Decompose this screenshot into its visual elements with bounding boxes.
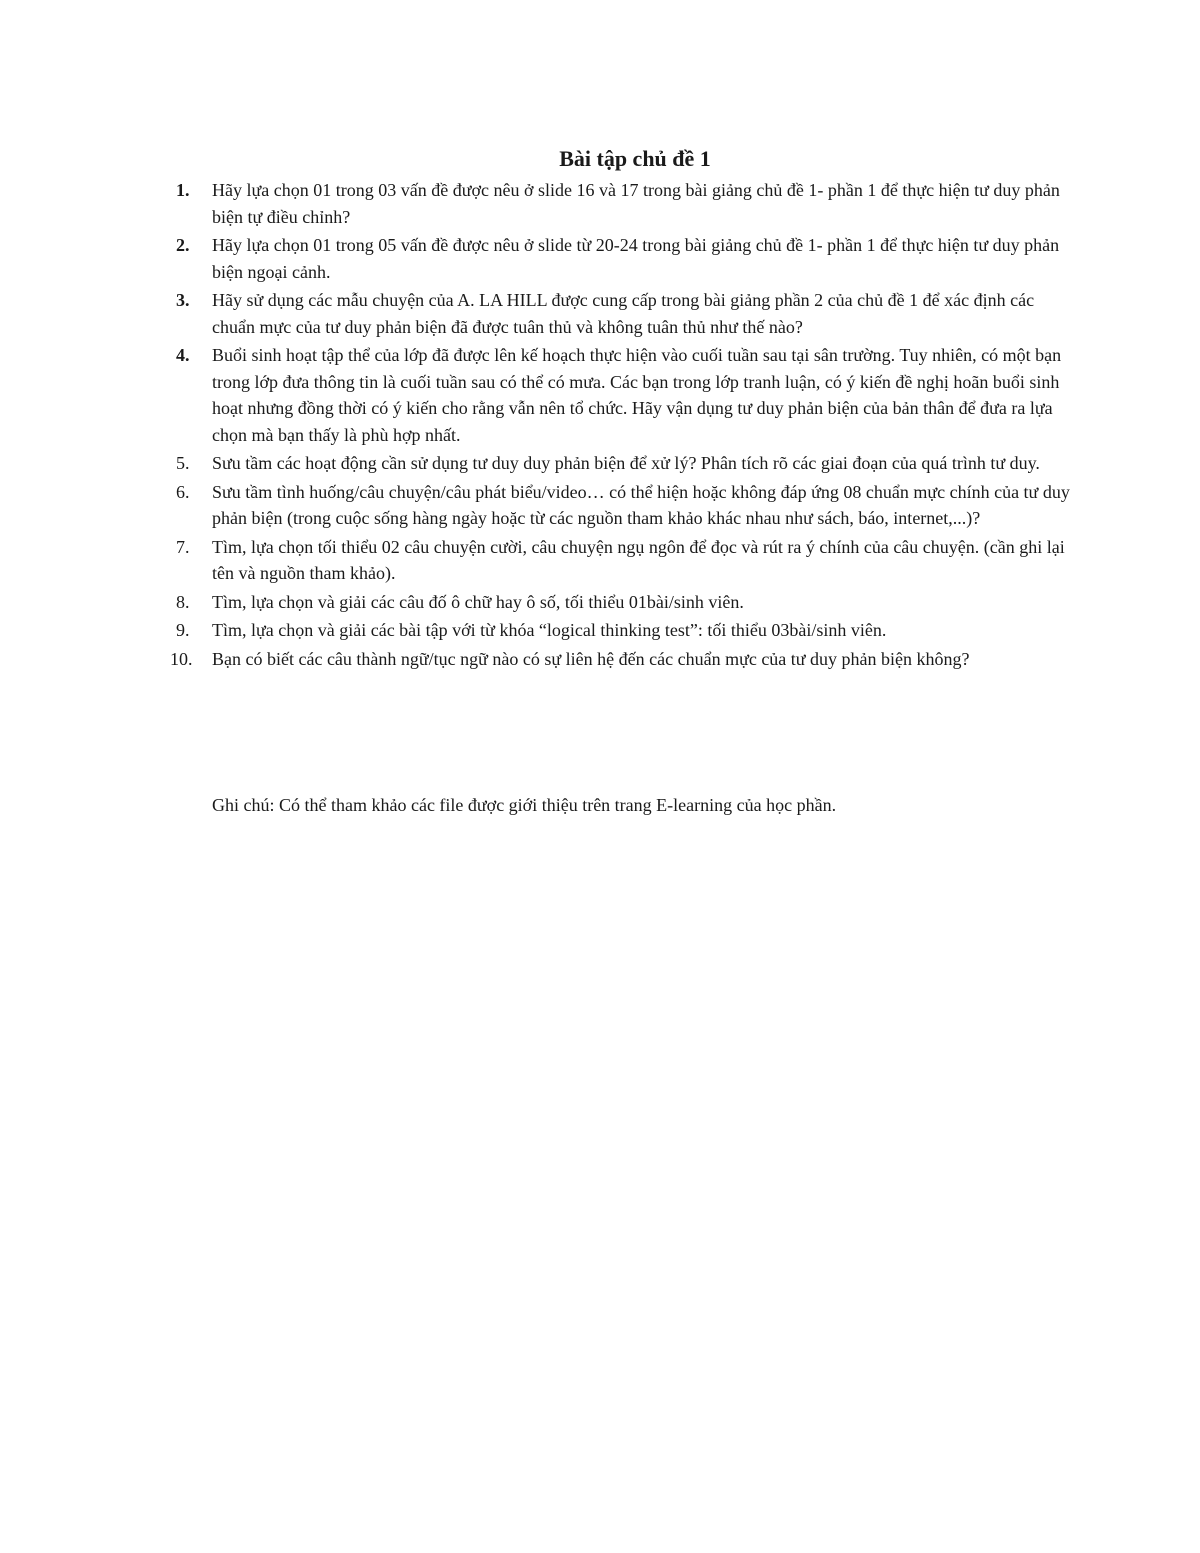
item-number: 5.	[176, 453, 190, 473]
item-number: 9.	[176, 620, 190, 640]
item-number: 1.	[176, 180, 190, 200]
item-number: 6.	[176, 481, 190, 502]
item-number: 10.	[170, 648, 193, 669]
list-item	[170, 534, 1070, 587]
footnote: Ghi chú: Có thể tham khảo các file được giới thiệu trên trang E-learning của học phần.	[212, 795, 837, 815]
item-text: Hãy lựa chọn 01 trong 03 vấn đề được nêu ở slide 16 và 17 trong bài giảng chủ đề 1- phần 1 để thực hiện tư duy phản biện tự điều chỉnh?	[212, 180, 1060, 227]
item-text: Bạn có biết các câu thành ngữ/tục ngữ nào có sự liên hệ đến các chuẩn mực của tư duy phản biện không?	[212, 648, 970, 669]
list-item	[170, 342, 1070, 448]
list-item	[170, 232, 1070, 285]
item-number: 7.	[176, 536, 190, 557]
exercise-list	[170, 177, 1070, 674]
list-item	[170, 287, 1070, 340]
item-text: Sưu tầm tình huống/câu chuyện/câu phát biểu/video… có thể hiện hoặc không đáp ứng 08 chuẩn mực chính của tư duy phản biện (trong cuộc sống hàng ngày hoặc từ các nguồn tham khảo khác nhau như sách, báo, internet,...)?	[212, 481, 1070, 528]
document-title: Bài tập chủ đề 1	[559, 146, 711, 171]
list-item	[170, 646, 1070, 673]
item-text: Hãy lựa chọn 01 trong 05 vấn đề được nêu ở slide từ 20-24 trong bài giảng chủ đề 1- phần 1 để thực hiện tư duy phản biện ngoại cảnh.	[212, 235, 1060, 282]
list-item	[170, 589, 1070, 616]
item-text: Sưu tầm các hoạt động cần sử dụng tư duy duy phản biện để xử lý? Phân tích rõ các giai đoạn của quá trình tư duy.	[212, 453, 1040, 473]
item-text: Tìm, lựa chọn và giải các bài tập với từ khóa “logical thinking test”: tối thiểu 03bài/sinh viên.	[212, 620, 887, 640]
list-item	[170, 177, 1070, 230]
item-number: 2.	[176, 235, 190, 255]
list-item	[170, 479, 1070, 532]
item-number: 8.	[176, 591, 190, 612]
list-item	[170, 450, 1070, 477]
item-number: 4.	[176, 345, 190, 365]
list-item	[170, 617, 1070, 644]
item-number: 3.	[176, 290, 190, 310]
item-text: Hãy sử dụng các mẫu chuyện của A. LA HILL được cung cấp trong bài giảng phần 2 của chủ đề 1 để xác định các chuẩn mực của tư duy phản biện đã được tuân thủ và không tuân thủ như thế nào?	[212, 290, 1035, 337]
item-text: Buổi sinh hoạt tập thể của lớp đã được lên kế hoạch thực hiện vào cuối tuần sau tại sân trường. Tuy nhiên, có một bạn trong lớp đưa thông tin là cuối tuần sau có thể có mưa. Các bạn trong lớp tranh luận, có ý kiến đề nghị hoãn buổi sinh hoạt nhưng đồng thời có ý kiến cho rằng vẫn nên tổ chức. Hãy vận dụng tư duy phản biện của bản thân để đưa ra lựa chọn mà bạn thấy là phù hợp nhất.	[212, 345, 1062, 445]
item-text: Tìm, lựa chọn và giải các câu đố ô chữ hay ô số, tối thiểu 01bài/sinh viên.	[212, 591, 744, 612]
item-text: Tìm, lựa chọn tối thiểu 02 câu chuyện cười, câu chuyện ngụ ngôn để đọc và rút ra ý chính của câu chuyện. (cần ghi lại tên và nguồn tham khảo).	[212, 536, 1065, 583]
